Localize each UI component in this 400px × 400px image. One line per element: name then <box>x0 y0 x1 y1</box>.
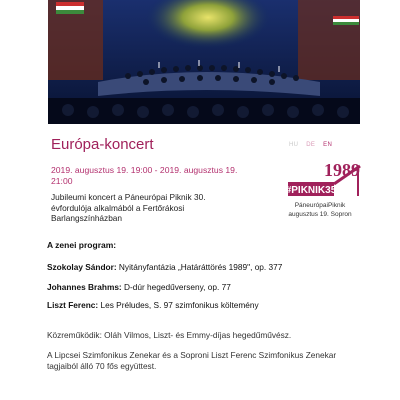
composer-name: Szokolay Sándor: <box>47 262 117 272</box>
lang-hu-link[interactable]: HU <box>289 142 299 148</box>
program-item <box>47 282 231 292</box>
concert-photo <box>48 0 360 124</box>
work-title: D-dúr hegedűverseny, op. 77 <box>121 282 231 292</box>
program-item <box>47 262 282 272</box>
logo-year: 1989 <box>324 160 360 180</box>
performer-credits: Közreműködik: Oláh Vilmos, Liszt- és Emmy-díjas hegedűművész. <box>47 330 292 340</box>
event-description: Jubileumi koncert a Páneurópai Piknik 30. évfordulója alkalmából a Fertőrákosi Barlangszínházban <box>51 192 206 223</box>
composer-name: Liszt Ferenc: <box>47 300 99 310</box>
work-title: Les Préludes, S. 97 szimfonikus költemény <box>98 300 259 310</box>
lang-de-link[interactable]: DE <box>306 142 316 148</box>
lang-en-link[interactable]: EN <box>323 142 333 148</box>
orchestra-info: A Lipcsei Szimfonikus Zenekar és a Soproni Liszt Ferenc Szimfonikus Zenekar tagjaiból álló 70 fős együttest. <box>47 350 337 371</box>
language-switcher <box>289 142 338 148</box>
event-title: Európa-koncert <box>51 136 154 153</box>
program-item <box>47 300 259 310</box>
composer-name: Johannes Brahms: <box>47 282 122 292</box>
program-heading: A zenei program: <box>47 240 117 250</box>
work-title: Nyitányfantázia „Határáttörés 1989", op. 377 <box>116 262 283 272</box>
piknik-logo <box>272 160 368 226</box>
logo-hashtag: #PIKNIK35 <box>285 185 337 196</box>
event-date-range: 2019. augusztus 19. 19:00 - 2019. augusztus 19. 21:00 <box>51 165 238 186</box>
logo-caption-2: augusztus 19. Sopron <box>288 211 352 218</box>
logo-caption-1: PáneurópaiPiknik <box>294 202 346 209</box>
